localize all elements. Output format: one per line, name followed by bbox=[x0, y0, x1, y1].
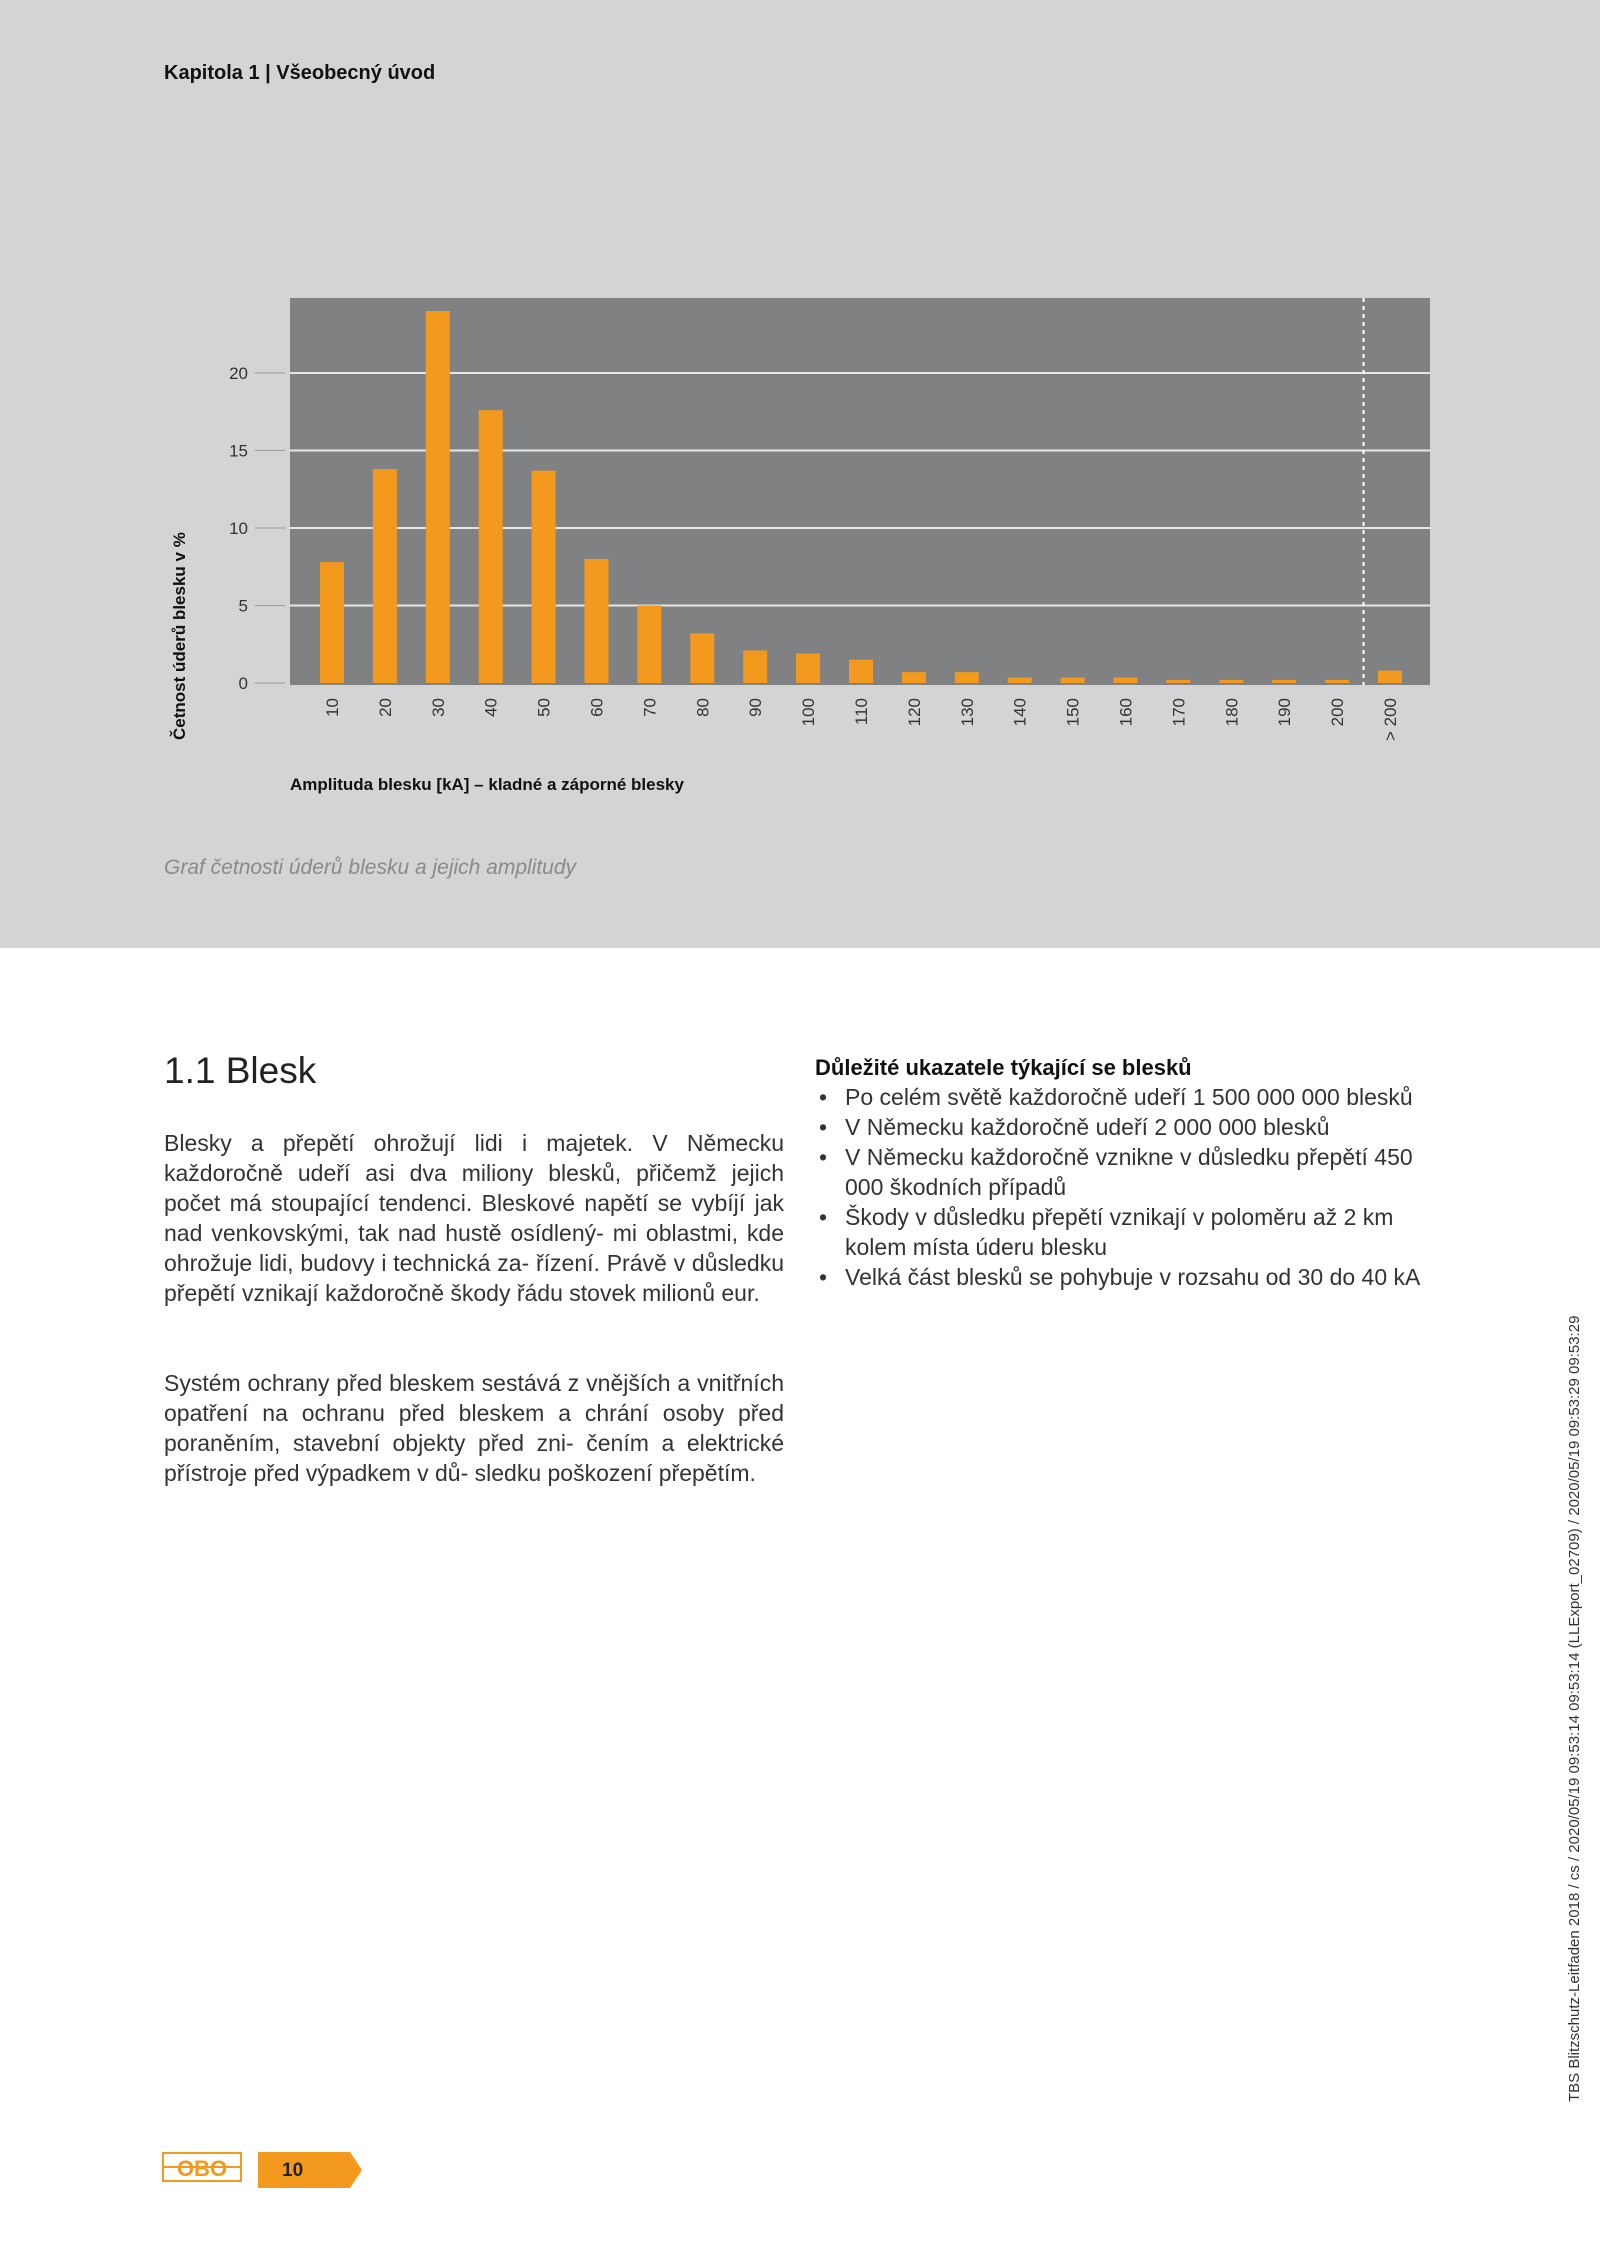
print-info: TBS Blitzschutz-Leitfaden 2018 / cs / 2020/05/19 09:53:14 09:53:14 (LLExport_02709) / 2020/05/19 09:53:29 09:53:29 bbox=[1566, 1315, 1583, 2102]
x-tick-label: 10 bbox=[323, 698, 342, 717]
list-item: • V Německu každoročně udeří 2 000 000 blesků bbox=[815, 1112, 1455, 1142]
x-tick-label: 60 bbox=[587, 698, 607, 717]
x-tick-label: > 200 bbox=[1381, 698, 1400, 742]
y-tick-label: 5 bbox=[238, 596, 248, 616]
x-tick-label: 180 bbox=[1222, 698, 1242, 727]
frequency-chart bbox=[0, 0, 1600, 948]
protection-paragraph: Systém ochrany před bleskem sestává z vnějších a vnitřních opatření na ochranu před bleskem a chrání osoby před poraněním, stavební objekty před zni- čením a elektrické přístroje před výpadkem v dů- sledku poškození přepětím. bbox=[164, 1370, 784, 1486]
bar bbox=[1272, 680, 1296, 683]
x-tick-label: 50 bbox=[534, 698, 554, 717]
page-badge bbox=[258, 2152, 362, 2188]
list-item: • Velká část blesků se pohybuje v rozsahu od 30 do 40 kA bbox=[815, 1262, 1455, 1292]
bar bbox=[532, 471, 556, 683]
page-number: 10 bbox=[282, 2160, 304, 2181]
x-tick-label: 160 bbox=[1116, 698, 1136, 727]
bar bbox=[585, 559, 609, 683]
bar bbox=[1061, 678, 1085, 683]
x-tick-label: 30 bbox=[428, 698, 448, 717]
bar bbox=[955, 672, 979, 683]
y-tick-label: 10 bbox=[229, 519, 248, 538]
bar bbox=[479, 410, 503, 683]
list-item: • V Německu každoročně vznikne v důsledku přepětí 450 000 škodních případů bbox=[815, 1142, 1455, 1202]
list-item: • Škody v důsledku přepětí vznikají v poloměru až 2 km kolem místa úderu blesku bbox=[815, 1202, 1455, 1262]
section-title: 1.1 Blesk bbox=[164, 1050, 317, 1091]
x-tick-label: 200 bbox=[1328, 698, 1348, 727]
x-axis-title: Amplituda blesku [kA] – kladné a záporné blesky bbox=[290, 775, 684, 794]
bar bbox=[1378, 671, 1402, 683]
x-tick-label: 100 bbox=[799, 698, 819, 727]
x-tick-label: 190 bbox=[1275, 698, 1295, 727]
bar bbox=[902, 672, 926, 683]
bar bbox=[690, 633, 714, 683]
bar bbox=[320, 562, 344, 683]
x-tick-label: 110 bbox=[852, 698, 871, 726]
x-tick-label: 90 bbox=[746, 698, 766, 717]
x-tick-label: 150 bbox=[1063, 698, 1083, 727]
facts-list bbox=[815, 1082, 1455, 1292]
x-tick-label: 70 bbox=[640, 698, 660, 717]
plot-area bbox=[290, 298, 1430, 685]
chart-caption: Graf četnosti úderů blesku a jejich amplitudy bbox=[164, 856, 577, 879]
bar bbox=[1166, 680, 1190, 683]
x-tick-label: 80 bbox=[693, 698, 713, 717]
x-tick-label: 120 bbox=[904, 698, 924, 727]
y-tick-label: 15 bbox=[229, 441, 248, 461]
bar bbox=[1219, 680, 1243, 683]
bar bbox=[426, 311, 450, 683]
bar bbox=[796, 654, 820, 683]
x-tick-label: 130 bbox=[957, 698, 977, 727]
y-tick-label: 0 bbox=[238, 674, 248, 693]
x-tick-label: 40 bbox=[481, 698, 501, 717]
intro-paragraph: Blesky a přepětí ohrožují lidi i majetek. V Německu každoročně udeří asi dva miliony blesků, přičemž jejich počet má stoupající tendenci. Bleskové napětí se vybíjí jak nad venkovskými, tak nad hustě osídlený- mi oblastmi, kde ohrožuje lidi, budovy i technická za- řízení. Právě v důsledku přepětí vznikají každoročně škody řádu stovek milionů eur. bbox=[164, 1130, 784, 1306]
x-tick-label: 140 bbox=[1010, 698, 1030, 727]
y-axis-title: Četnost úderů blesku v % bbox=[170, 532, 189, 740]
facts-title: Důležité ukazatele týkající se blesků bbox=[815, 1055, 1192, 1080]
y-tick-label: 20 bbox=[229, 364, 248, 383]
logo-text: OBO bbox=[176, 2156, 228, 2181]
chart-svg bbox=[0, 0, 1600, 948]
x-tick-label: 20 bbox=[375, 698, 395, 717]
chapter-heading: Kapitola 1 | Všeobecný úvod bbox=[164, 62, 436, 84]
obo-logo bbox=[162, 2152, 242, 2182]
bar bbox=[849, 660, 873, 683]
list-item: • Po celém světě každoročně udeří 1 500 000 000 blesků bbox=[815, 1082, 1455, 1112]
bar bbox=[373, 469, 397, 683]
bar bbox=[1325, 680, 1349, 683]
x-tick-label: 170 bbox=[1169, 698, 1189, 727]
bar bbox=[743, 650, 767, 683]
bar bbox=[1008, 678, 1032, 683]
bar bbox=[637, 606, 661, 684]
bar bbox=[1114, 678, 1138, 683]
